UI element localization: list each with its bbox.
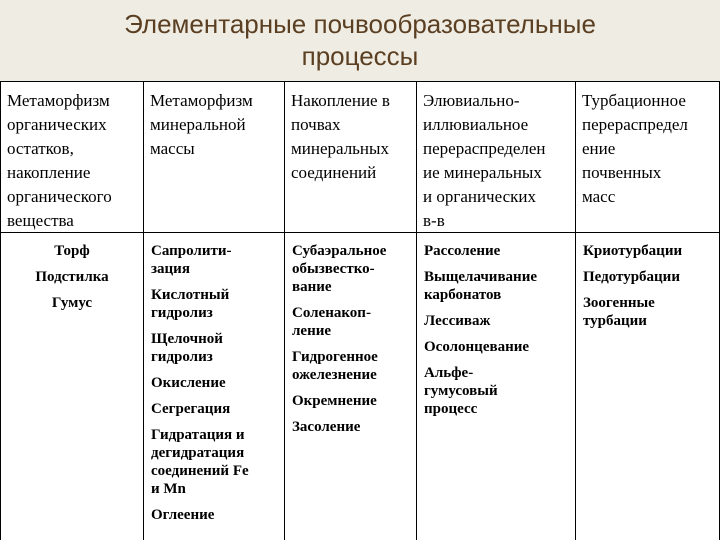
column-divider-3 (416, 81, 417, 540)
title-line-1: Элементарные почвообразовательные (124, 9, 596, 39)
process-item: Альфе- (424, 365, 474, 381)
header-line: вещества (7, 211, 74, 230)
header-line: Метаморфизм (7, 91, 110, 110)
header-cell-turbation (582, 89, 718, 232)
header-line: ение (582, 139, 616, 158)
process-item: Кислотный (151, 287, 230, 303)
process-item: Щелочной (151, 331, 223, 347)
processes-cell-eluvial (424, 242, 574, 540)
processes-cell-organic (1, 242, 143, 540)
process-item: дегидратация (151, 445, 245, 461)
process-item: зация (151, 261, 190, 277)
header-line: органического (7, 187, 112, 206)
process-item: Соленакоп- (292, 305, 371, 321)
header-line: остатков, (7, 139, 74, 158)
header-line: Элювиально- (423, 91, 520, 110)
process-item: Окремнение (292, 393, 377, 409)
header-line: органических (7, 115, 107, 134)
header-line: в-в (423, 211, 445, 230)
process-item: Гидрогенное (292, 349, 378, 365)
process-item: гидролиз (151, 305, 213, 321)
process-item: карбонатов (424, 287, 502, 303)
process-item: процесс (424, 401, 478, 417)
header-line: Турбационное (582, 91, 686, 110)
process-item: Лессиваж (424, 313, 491, 329)
process-item: Зоогенные (583, 295, 655, 311)
column-divider-1 (143, 81, 144, 540)
column-divider-2 (284, 81, 285, 540)
process-item: Засоление (292, 419, 361, 435)
process-item: вание (292, 279, 332, 295)
process-item: Сегрегация (151, 401, 231, 417)
header-cell-accumulation (291, 89, 415, 232)
header-cell-mineral (150, 89, 283, 232)
process-item: Сапролити- (151, 243, 232, 259)
header-line: массы (150, 139, 195, 158)
header-line: почвах (291, 115, 341, 134)
process-item: Окисление (151, 375, 226, 391)
process-item: Выщелачивание (424, 269, 537, 285)
process-item: Педотурбации (583, 269, 680, 285)
process-item: ление (292, 323, 332, 339)
header-line: перераспределен (423, 139, 546, 158)
header-line: Метаморфизм (150, 91, 253, 110)
header-cell-organic (7, 89, 141, 232)
process-item: Гумус (51, 295, 93, 311)
process-item: турбации (583, 313, 647, 329)
header-line: почвенных (582, 163, 662, 182)
header-line: минеральной (150, 115, 246, 134)
processes-cell-turbation (583, 242, 718, 540)
header-line: перераспредел (582, 115, 688, 134)
process-table (0, 81, 720, 540)
process-item: Оглеение (151, 507, 215, 523)
process-item: гидролиз (151, 349, 213, 365)
process-item: гумусовый (424, 383, 498, 399)
process-item: обызвестко- (292, 261, 375, 277)
process-item: Криотурбации (583, 243, 683, 259)
process-item: ожелезнение (292, 367, 377, 383)
process-item: и Mn (151, 481, 186, 497)
header-line: масс (582, 187, 616, 206)
header-line: соединений (291, 163, 377, 182)
header-line: и органических (423, 187, 536, 206)
column-divider-4 (575, 81, 576, 540)
process-item: Гидратация и (151, 427, 245, 443)
process-item: Торф (54, 243, 90, 259)
processes-cell-mineral (151, 242, 284, 540)
process-item: Рассоление (424, 243, 501, 259)
process-item: Субаэральное (292, 243, 387, 259)
header-bottom-border (0, 232, 720, 233)
process-item: Осолонцевание (424, 339, 530, 355)
table-top-border (0, 81, 720, 82)
header-line: накопление (7, 163, 91, 182)
slide-title (0, 8, 720, 72)
header-line: Накопление в (291, 91, 390, 110)
header-line: ие минеральных (423, 163, 542, 182)
header-cell-eluvial (423, 89, 574, 232)
header-line: иллювиальное (423, 115, 529, 134)
process-item: Подстилка (35, 269, 109, 285)
header-line: минеральных (291, 139, 389, 158)
process-item: соединений Fe (151, 463, 249, 479)
title-line-2: процессы (301, 41, 419, 71)
processes-cell-accumulation (292, 242, 415, 540)
